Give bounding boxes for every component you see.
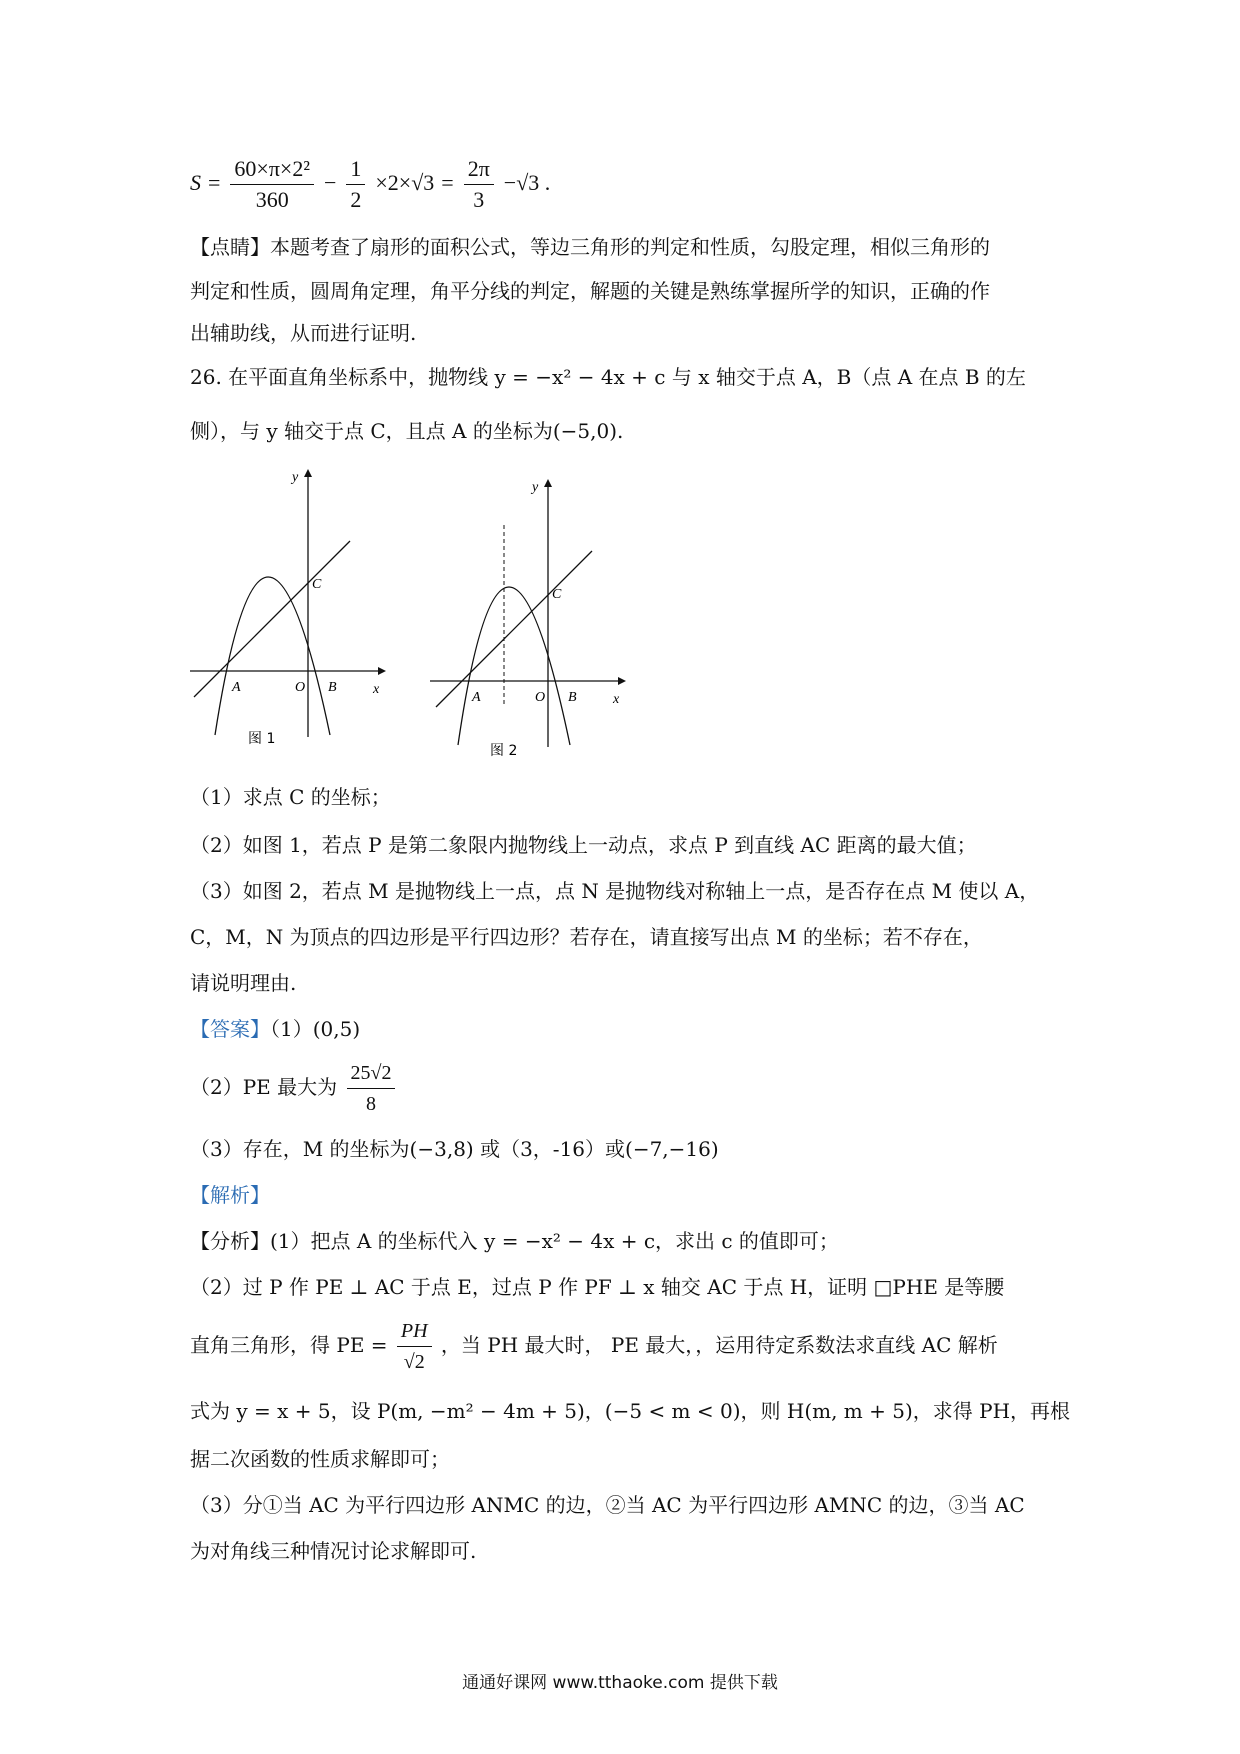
question-3-line-2: C，M，N 为顶点的四边形是平行四边形？若存在，请直接写出点 M 的坐标；若不存在， xyxy=(190,925,983,949)
analysis-line-4: 式为 y = x + 5，设 P(m, −m² − 4m + 5)，(−5 < m < 0)，则 H(m, m + 5)，求得 PH，再根 xyxy=(190,1399,1071,1423)
answer-2-numerator: 25√2 xyxy=(347,1058,396,1089)
label-y: y xyxy=(532,480,539,495)
figure-2 xyxy=(420,475,640,765)
analysis-3-suffix: ，当 PH 最大时， PE 最大，，运用待定系数法求直线 AC 解析 xyxy=(440,1333,998,1357)
question-3-line-1: （3）如图 2，若点 M 是抛物线上一点，点 N 是抛物线对称轴上一点，是否存在点 M 使以 A， xyxy=(190,879,1040,903)
formula-eq: = xyxy=(208,170,221,195)
label-a: A xyxy=(472,690,481,705)
frac2-denominator: 2 xyxy=(350,186,362,212)
formula-tail: −√3 . xyxy=(503,170,551,195)
frac2-numerator: 1 xyxy=(346,154,365,185)
label-b: B xyxy=(568,690,577,705)
label-c: C xyxy=(312,577,322,592)
analysis-line-2: （2）过 P 作 PE ⊥ AC 于点 E，过点 P 作 PF ⊥ x 轴交 AC 于点 H，证明 □PHE 是等腰 xyxy=(190,1275,1005,1299)
question-2: （2）如图 1，若点 P 是第二象限内抛物线上一动点，求点 P 到直线 AC 距离的最大值； xyxy=(190,833,977,857)
analysis-3-denominator: √2 xyxy=(403,1351,425,1373)
y-axis-arrow xyxy=(544,479,552,487)
figure-1 xyxy=(180,465,400,755)
question-1: （1）求点 C 的坐标； xyxy=(190,785,391,809)
analysis-3-fraction xyxy=(397,1316,432,1377)
question-3-line-3: 请说明理由. xyxy=(190,971,297,995)
formula-frac2 xyxy=(346,154,365,215)
x-axis-arrow xyxy=(378,667,386,675)
answer-2-prefix: （2）PE 最大为 xyxy=(190,1075,338,1099)
analysis-line-7: 为对角线三种情况讨论求解即可. xyxy=(190,1539,477,1563)
frac1-denominator: 360 xyxy=(255,186,289,212)
figure-1-graph xyxy=(180,465,400,755)
label-x: x xyxy=(613,692,620,707)
area-formula xyxy=(190,148,1070,218)
parabola-curve xyxy=(215,577,330,735)
label-o: O xyxy=(295,680,306,695)
label-o: O xyxy=(535,690,546,705)
footer: 通通好课网 www.tthaoke.com 提供下载 xyxy=(462,1673,778,1693)
dianjing-line-3: 出辅助线，从而进行证明. xyxy=(190,321,417,345)
formula-eq2: = xyxy=(441,170,454,195)
formula-s: S xyxy=(190,170,201,195)
analysis-line-1: 【分析】(1）把点 A 的坐标代入 y = −x² − 4x + c，求出 c 的值即可； xyxy=(190,1229,839,1253)
problem-line-2: 侧），与 y 轴交于点 C，且点 A 的坐标为(−5,0). xyxy=(190,419,624,443)
frac1-numerator: 60×π×2² xyxy=(230,154,314,185)
answer-3: （3）存在，M 的坐标为(−3,8) 或（3，-16）或(−7,−16) xyxy=(190,1137,719,1161)
analysis-line-5: 据二次函数的性质求解即可； xyxy=(190,1447,450,1471)
answer-line-1 xyxy=(190,1014,1070,1044)
x-axis-arrow xyxy=(618,677,626,685)
figure-2-caption: 图 2 xyxy=(490,743,518,759)
answer-line-2 xyxy=(190,1052,1070,1122)
formula-frac3 xyxy=(464,154,494,215)
formula-frac1 xyxy=(230,154,314,215)
label-y: y xyxy=(292,470,299,485)
frac3-denominator: 3 xyxy=(473,186,485,212)
frac3-numerator: 2π xyxy=(464,154,494,185)
formula-minus: − xyxy=(323,170,337,195)
figure-2-graph xyxy=(420,475,640,765)
parabola-curve xyxy=(458,587,570,745)
analysis-3-numerator: PH xyxy=(397,1316,432,1347)
answer-tag: 【答案】 xyxy=(190,1017,270,1041)
label-c: C xyxy=(552,587,562,602)
analysis-3-prefix: 直角三角形，得 PE = xyxy=(190,1333,388,1357)
line-ac xyxy=(436,551,592,707)
analysis-line-3 xyxy=(190,1310,1070,1380)
analysis-line-6: （3）分①当 AC 为平行四边形 ANMC 的边，②当 AC 为平行四边形 AMNC 的边，③当 AC xyxy=(190,1493,1025,1517)
label-b: B xyxy=(328,680,337,695)
answer-2-fraction xyxy=(347,1058,396,1119)
problem-line-1: 26. 在平面直角坐标系中，抛物线 y = −x² − 4x + c 与 x 轴交于点 A，B（点 A 在点 B 的左 xyxy=(190,365,1026,389)
line-ac xyxy=(194,541,350,697)
answer-1: （1）(0,5) xyxy=(270,1017,361,1041)
label-x: x xyxy=(373,682,380,697)
label-a: A xyxy=(232,680,241,695)
dianjing-line-1: 【点睛】本题考查了扇形的面积公式，等边三角形的判定和性质，勾股定理，相似三角形的 xyxy=(190,235,990,259)
dianjing-line-2: 判定和性质，圆周角定理，角平分线的判定，解题的关键是熟练掌握所学的知识，正确的作 xyxy=(190,279,990,303)
y-axis-arrow xyxy=(304,469,312,477)
formula-mid: ×2×√3 xyxy=(375,170,435,195)
figure-1-caption: 图 1 xyxy=(248,731,276,747)
jiexi-tag: 【解析】 xyxy=(190,1183,270,1207)
answer-2-denominator: 8 xyxy=(365,1093,376,1115)
